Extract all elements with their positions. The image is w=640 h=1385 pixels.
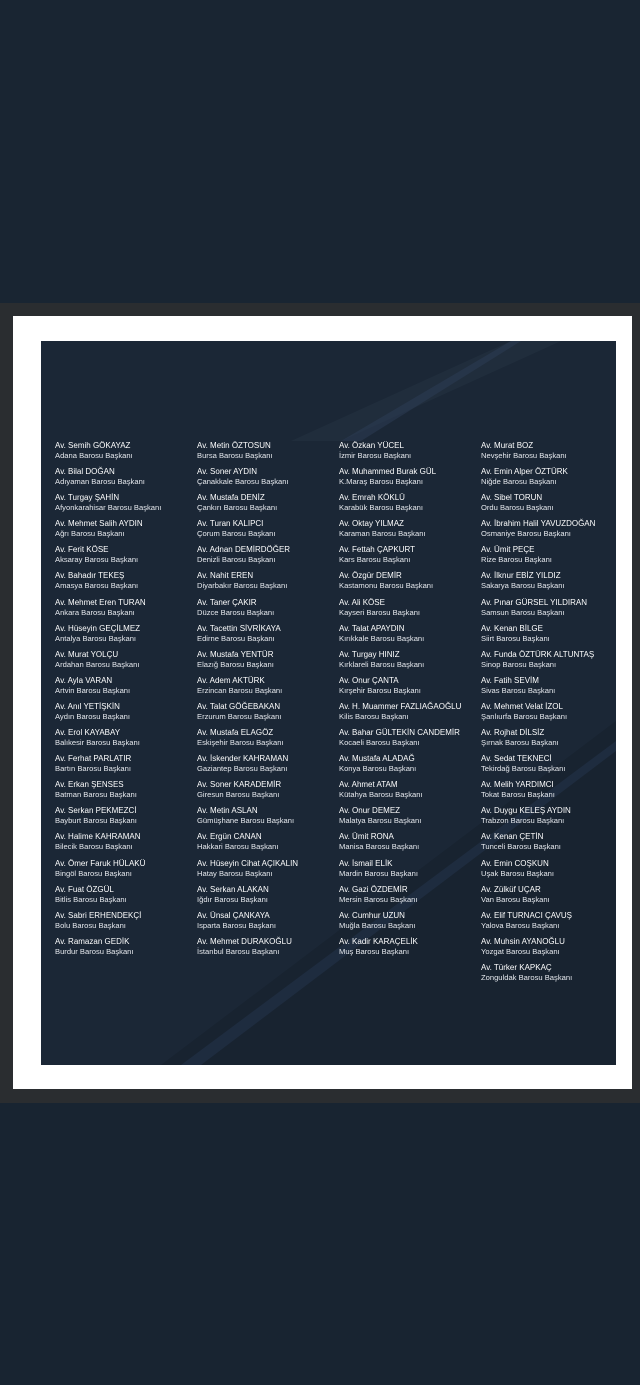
signatory-name: Av. Cumhur UZUN [339,910,405,920]
signatory-name: Av. Anıl YETİŞKİN [55,701,120,711]
signatory-title: Iğdır Barosu Başkanı [197,894,268,904]
signatory-title: Ağrı Barosu Başkanı [55,529,125,539]
signatory-name: Av. Sabri ERHENDEKÇİ [55,910,142,920]
signatory-title: Sakarya Barosu Başkanı [481,581,565,591]
signatory-entry [197,832,337,858]
signatory-name: Av. Ramazan GEDİK [55,936,130,946]
signatory-name: Av. Mehmet Eren TURAN [55,597,146,607]
signatory-name: Av. Talat GÖĞEBAKAN [197,701,281,711]
signatory-name: Av. Adnan DEMİRDÖĞER [197,545,291,555]
signatory-title: Kırşehir Barosu Başkanı [339,685,421,695]
signatory-title: Çanakkale Barosu Başkanı [197,477,289,487]
signatories-panel [41,341,616,1065]
signatory-name: Av. Muhammed Burak GÜL [339,467,437,477]
signatory-name: Av. Turgay HINIZ [339,649,400,659]
signatory-title: Sivas Barosu Başkanı [481,685,556,695]
signatory-entry [197,859,337,885]
signatory-name: Av. Sibel TORUN [481,493,543,503]
signatory-title: Zonguldak Barosu Başkanı [481,972,573,982]
signatory-entry [197,911,337,937]
signatory-name: Av. Bahadır TEKEŞ [55,571,125,581]
signatory-title: Samsun Barosu Başkanı [481,607,565,617]
signatory-name: Av. Tacettin SİVRİKAYA [197,623,281,633]
signatory-name: Av. Kenan BİLGE [481,623,543,633]
signatory-name: Av. Mustafa ELAGÖZ [197,728,274,738]
signatory-entry [339,519,479,545]
signatory-title: Kırklareli Barosu Başkanı [339,659,425,669]
signatory-name: Av. Kadir KARAÇELİK [339,936,418,946]
signatory-title: Düzce Barosu Başkanı [197,607,275,617]
signatory-name: Av. H. Muammer FAZLIAĞAOĞLU [339,701,462,711]
signatory-name: Av. Erol KAYABAY [55,728,121,738]
signatory-entry [481,754,616,780]
signatory-entry [339,832,479,858]
signatory-name: Av. Mustafa ALADAĞ [339,754,415,764]
signatory-title: Kastamonu Barosu Başkanı [339,581,434,591]
signatory-name: Av. Ümit PEÇE [481,545,535,555]
signatory-title: Amasya Barosu Başkanı [55,581,139,591]
signatory-title: Hakkari Barosu Başkanı [197,842,279,852]
signatory-entry [481,937,616,963]
signatory-name: Av. Oktay YILMAZ [339,519,404,529]
signatory-title: Mardin Barosu Başkanı [339,868,418,878]
signatory-title: Hatay Barosu Başkanı [197,868,273,878]
signatory-title: Yalova Barosu Başkanı [481,920,560,930]
signatory-name: Av. Rojhat DİLSİZ [481,728,545,738]
signatory-name: Av. Emrah KÖKLÜ [339,493,405,503]
signatory-entry [339,467,479,493]
signatory-title: Bilecik Barosu Başkanı [55,842,133,852]
signatory-name: Av. Muhsin AYANOĞLU [481,936,565,946]
signatory-entry [339,806,479,832]
signatory-title: Siirt Barosu Başkanı [481,633,550,643]
signatory-title: Bayburt Barosu Başkanı [55,816,137,826]
signatory-title: Adıyaman Barosu Başkanı [55,477,145,487]
signatory-title: Bartın Barosu Başkanı [55,764,131,774]
column-4 [481,441,616,989]
signatory-name: Av. Ayla VARAN [55,675,113,685]
signatory-title: Kayseri Barosu Başkanı [339,607,421,617]
signatory-name: Av. Onur DEMEZ [339,806,401,816]
signatory-entry [55,806,195,832]
signatory-name: Av. Soner KARADEMİR [197,780,282,790]
signatory-name: Av. İlknur EBİZ YILDIZ [481,571,561,581]
signatory-entry [339,911,479,937]
signatory-name: Av. Bilal DOĞAN [55,467,115,477]
top-background [0,0,640,303]
signatory-name: Av. Gazi ÖZDEMİR [339,884,408,894]
signatory-name: Av. Özkan YÜCEL [339,441,404,450]
signatory-title: Isparta Barosu Başkanı [197,920,276,930]
signatory-entry [55,545,195,571]
signatory-title: Şanlıurfa Barosu Başkanı [481,711,568,721]
signatory-title: Nevşehir Barosu Başkanı [481,451,567,460]
signatory-name: Av. Fettah ÇAPKURT [339,545,416,555]
column-1 [55,441,195,963]
signatory-name: Av. Sedat TEKNECİ [481,754,552,764]
signatory-name: Av. Zülküf UÇAR [481,884,541,894]
signatory-name: Av. Nahit EREN [197,571,254,581]
signatory-name: Av. Turgay ŞAHİN [55,493,120,503]
signatory-entry [197,624,337,650]
signatory-entry [481,545,616,571]
signatory-name: Av. İbrahim Halil YAVUZDOĞAN [481,519,596,529]
signatory-name: Av. Hüseyin Cihat AÇIKALIN [197,858,299,868]
signatory-entry [481,676,616,702]
signatory-name: Av. Ümit RONA [339,832,394,842]
signatory-entry [197,885,337,911]
signatory-entry [55,598,195,624]
signatory-title: Adana Barosu Başkanı [55,451,133,460]
signatory-entry [55,885,195,911]
column-3 [339,441,479,963]
signatory-title: Erzurum Barosu Başkanı [197,711,282,721]
signatory-entry [339,702,479,728]
signatory-entry [197,493,337,519]
signatory-title: Tekirdağ Barosu Başkanı [481,764,566,774]
signatory-name: Av. Metin ÖZTOSUN [197,441,271,450]
signatory-entry [339,571,479,597]
signatory-title: Giresun Barosu Başkanı [197,790,280,800]
signatory-entry [339,728,479,754]
signatory-entry [55,676,195,702]
signatory-name: Av. Hüseyin GEÇİLMEZ [55,623,141,633]
signatory-entry [197,937,337,963]
signatory-entry [481,780,616,806]
signatory-entry [339,859,479,885]
signatory-title: Bingöl Barosu Başkanı [55,868,132,878]
signatory-name: Av. Turan KALIPCI [197,519,264,529]
signatory-name: Av. Metin ASLAN [197,806,258,816]
signatory-title: Şırnak Barosu Başkanı [481,738,559,748]
signatory-name: Av. Erkan ŞENSES [55,780,124,790]
signatory-title: Kırıkkale Barosu Başkanı [339,633,425,643]
signatory-title: Aydın Barosu Başkanı [55,711,130,721]
signatory-title: Antalya Barosu Başkanı [55,633,137,643]
signatory-title: Muş Barosu Başkanı [339,946,410,956]
signatory-name: Av. Adem AKTÜRK [197,675,265,685]
signatory-entry [481,571,616,597]
signatory-title: Eskişehir Barosu Başkanı [197,738,284,748]
signatory-name: Av. Ahmet ATAM [339,780,398,790]
signatory-name: Av. Talat APAYDIN [339,623,405,633]
signatory-title: Bursa Barosu Başkanı [197,451,273,460]
signatory-name: Av. Emin COŞKUN [481,858,549,868]
signatory-name: Av. Mehmet Velat İZOL [481,701,563,711]
signatory-entry [481,467,616,493]
signatory-name: Av. Mustafa DENİZ [197,493,265,503]
signatory-title: Diyarbakır Barosu Başkanı [197,581,288,591]
signatory-title: Sinop Barosu Başkanı [481,659,557,669]
signatory-entry [481,832,616,858]
signatory-entry [55,650,195,676]
signatory-entry [55,937,195,963]
signatory-title: Denizli Barosu Başkanı [197,555,276,565]
signatory-title: Karabük Barosu Başkanı [339,503,424,513]
signatory-title: Bolu Barosu Başkanı [55,920,126,930]
signatory-entry [55,911,195,937]
signatory-name: Av. Bahar GÜLTEKİN CANDEMİR [339,728,460,738]
signatory-entry [55,702,195,728]
signatory-entry [481,598,616,624]
signatory-title: Van Barosu Başkanı [481,894,550,904]
signatory-name: Av. Emin Alper ÖZTÜRK [481,467,568,477]
signatory-name: Av. Ferhat PARLATIR [55,754,132,764]
signatory-entry [55,728,195,754]
signatory-entry [197,676,337,702]
signatory-name: Av. Halime KAHRAMAN [55,832,141,842]
signatory-title: Kocaeli Barosu Başkanı [339,738,420,748]
signatory-entry [55,571,195,597]
signatory-entry [197,571,337,597]
signatory-name: Av. Mehmet Salih AYDIN [55,519,143,529]
signatory-title: Elazığ Barosu Başkanı [197,659,274,669]
signatory-entry [339,493,479,519]
signatory-entry [339,937,479,963]
signatory-name: Av. Taner ÇAKIR [197,597,257,607]
signatory-entry [481,963,616,989]
signatory-entry [55,493,195,519]
signatory-entry [55,754,195,780]
signatory-title: Muğla Barosu Başkanı [339,920,416,930]
signatory-entry [481,728,616,754]
signatory-entry [55,441,195,467]
signatory-title: Gaziantep Barosu Başkanı [197,764,288,774]
signatory-entry [55,519,195,545]
signatory-entry [197,545,337,571]
signatory-title: Tunceli Barosu Başkanı [481,842,561,852]
signatory-title: Afyonkarahisar Barosu Başkanı [55,503,162,513]
signatory-entry [55,859,195,885]
signatory-title: Kilis Barosu Başkanı [339,711,409,721]
signatory-title: İzmir Barosu Başkanı [339,451,412,460]
signatory-entry [481,806,616,832]
signatory-title: Rize Barosu Başkanı [481,555,552,565]
signatory-name: Av. Fatih SEVİM [481,675,539,685]
signatory-name: Av. Ali KÖSE [339,597,385,607]
signatory-entry [197,702,337,728]
signatory-entry [339,754,479,780]
signatory-name: Av. Murat YOLÇU [55,649,119,659]
signatory-name: Av. Ferit KÖSE [55,545,109,555]
signatory-name: Av. Ünsal ÇANKAYA [197,910,270,920]
signatory-entry [481,519,616,545]
signatory-title: İstanbul Barosu Başkanı [197,946,280,956]
signatory-title: Trabzon Barosu Başkanı [481,816,565,826]
signatory-entry [481,702,616,728]
signatory-title: Kütahya Barosu Başkanı [339,790,423,800]
signatory-name: Av. Onur ÇANTA [339,675,399,685]
signatory-name: Av. Murat BOZ [481,441,534,450]
signatory-entry [339,885,479,911]
document-frame [13,316,632,1089]
signatory-name: Av. Pınar GÜRSEL YILDIRAN [481,597,587,607]
signatory-title: Bitlis Barosu Başkanı [55,894,127,904]
signatory-name: Av. Duygu KELEŞ AYDIN [481,806,571,816]
signatory-name: Av. Kenan ÇETİN [481,832,544,842]
signatory-name: Av. İsmail ELİK [339,858,393,868]
signatory-entry [55,624,195,650]
signatory-entry [481,624,616,650]
signatory-entry [55,467,195,493]
signatory-entry [339,598,479,624]
signatory-title: Aksaray Barosu Başkanı [55,555,139,565]
signatory-entry [339,441,479,467]
signatory-entry [481,493,616,519]
signatory-entry [197,806,337,832]
bottom-background [0,1103,640,1385]
signatory-entry [197,780,337,806]
signatory-entry [481,650,616,676]
signatory-title: Gümüşhane Barosu Başkanı [197,816,295,826]
signatory-entry [197,598,337,624]
signatory-title: Artvin Barosu Başkanı [55,685,131,695]
signatory-entry [339,650,479,676]
signatory-title: Konya Barosu Başkanı [339,764,417,774]
signatory-title: Osmaniye Barosu Başkanı [481,529,571,539]
signatory-title: Batman Barosu Başkanı [55,790,137,800]
signatory-name: Av. Elif TURNACI ÇAVUŞ [481,910,572,920]
signatory-entry [197,728,337,754]
signatory-title: Kars Barosu Başkanı [339,555,411,565]
signatory-entry [197,519,337,545]
signatory-name: Av. İskender KAHRAMAN [197,754,289,764]
signatory-entry [55,780,195,806]
signatory-title: Uşak Barosu Başkanı [481,868,555,878]
signatory-title: Çankırı Barosu Başkanı [197,503,278,513]
signatory-title: Ordu Barosu Başkanı [481,503,554,513]
signatory-entry [339,780,479,806]
signatory-name: Av. Serkan PEKMEZCİ [55,806,137,816]
signatory-entry [197,441,337,467]
signatory-entry [339,676,479,702]
signatory-entry [481,859,616,885]
signatory-title: Malatya Barosu Başkanı [339,816,422,826]
signatory-title: Balıkesir Barosu Başkanı [55,738,140,748]
signatory-name: Av. Mehmet DURAKOĞLU [197,936,292,946]
signatory-title: Yozgat Barosu Başkanı [481,946,560,956]
signatory-title: Niğde Barosu Başkanı [481,477,557,487]
signatory-name: Av. Mustafa YENTÜR [197,649,274,659]
signatory-entry [481,885,616,911]
signatory-entry [197,650,337,676]
column-2 [197,441,337,963]
signatory-title: Manisa Barosu Başkanı [339,842,420,852]
signatory-entry [197,467,337,493]
signatory-title: Ankara Barosu Başkanı [55,607,135,617]
signatory-title: Mersin Barosu Başkanı [339,894,418,904]
signatory-title: K.Maraş Barosu Başkanı [339,477,423,487]
signatory-name: Av. Özgür DEMİR [339,571,402,581]
signatory-title: Erzincan Barosu Başkanı [197,685,283,695]
signatory-entry [481,911,616,937]
signatory-title: Ardahan Barosu Başkanı [55,659,140,669]
signatory-title: Tokat Barosu Başkanı [481,790,555,800]
signatory-name: Av. Serkan ALAKAN [197,884,269,894]
signatory-title: Karaman Barosu Başkanı [339,529,426,539]
signatory-name: Av. Funda ÖZTÜRK ALTUNTAŞ [481,649,595,659]
signatory-name: Av. Ömer Faruk HÜLAKÜ [55,858,146,868]
signatory-entry [197,754,337,780]
signatory-entry [55,832,195,858]
signatory-title: Burdur Barosu Başkanı [55,946,134,956]
signatory-name: Av. Türker KAPKAÇ [481,962,552,972]
signatory-entry [339,545,479,571]
signatory-name: Av. Ergün CANAN [197,832,262,842]
signatory-entry [339,624,479,650]
signatory-name: Av. Fuat ÖZGÜL [55,884,114,894]
signatory-title: Edirne Barosu Başkanı [197,633,275,643]
signatory-entry [481,441,616,467]
signatory-name: Av. Melih YARDIMCI [481,780,554,790]
signatory-name: Av. Semih GÖKAYAZ [55,441,131,450]
signatory-title: Çorum Barosu Başkanı [197,529,276,539]
signatory-name: Av. Soner AYDIN [197,467,258,477]
